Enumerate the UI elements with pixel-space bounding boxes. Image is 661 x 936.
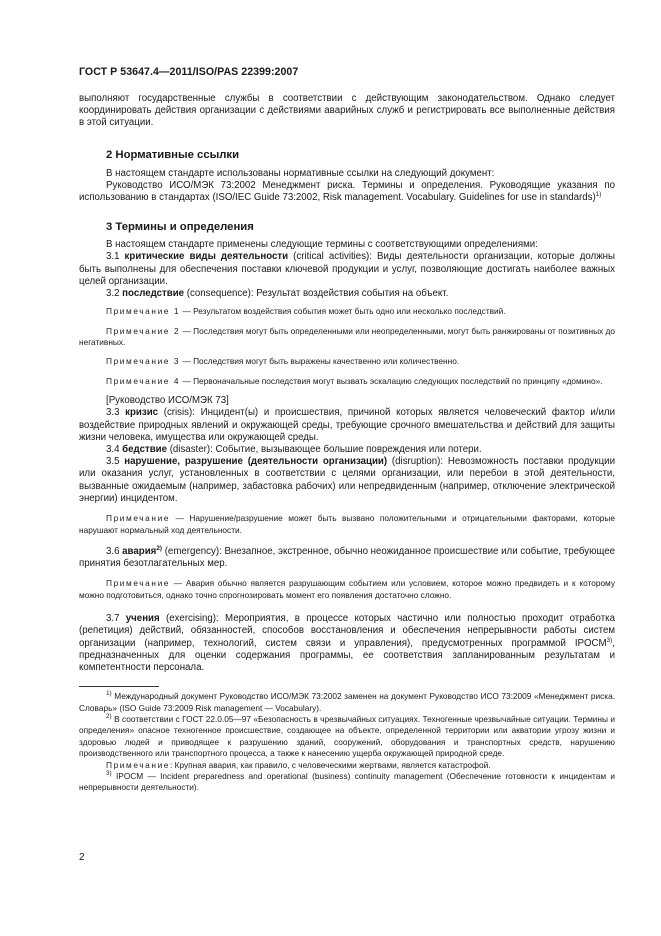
footnotes: [79, 691, 615, 794]
section-3-heading: 3 Термины и определения: [106, 221, 254, 234]
section-2-heading: 2 Нормативные ссылки: [106, 148, 240, 161]
page-content: [79, 93, 615, 794]
note-3-2-1: Примечание 1 — Результатом воздействия события может быть одно или несколько последствий.: [106, 306, 506, 317]
term-3-7: 3.7 учения (exercising): Мероприятия, в процессе которых частично или полностью проходит отработка (репетиция) действий, обязанностей, способов восстановления и обеспечения непрерывности работы систем организации (например, технологий, систем связи и управления), предусмотренных программой IPOCM$^{3)}$, предназначенных для оценки содержания программы, ее соответствия запланированным результатам и компетентности персонала.: [79, 613, 615, 673]
page-number: 2: [79, 852, 85, 863]
section-2-p1: В настоящем стандарте использованы нормативные ссылки на следующий документ:: [106, 167, 495, 179]
reference-guide-73: [Руководство ИСО/МЭК 73]: [106, 395, 229, 407]
term-3-1-title: критические виды деятельности: [124, 251, 289, 263]
footnote-3: $^{3)}$ IPOCM — Incident preparedness and operational (business) continuity management (Обеспечение готовности к инцидентам и непрерывности деятельности).: [79, 769, 615, 793]
term-3-2-title: последствие: [122, 288, 185, 300]
term-3-4-title: бедствие: [122, 444, 167, 456]
term-3-2: 3.2 последствие (consequence): Результат воздействия события на объект.: [106, 288, 449, 300]
term-3-3: 3.3 кризис (crisis): Инцидент(ы) и происшествия, причиной которых является человеческий фактор и/или воздействие природных явлений и окружающей среды, требующие срочного вмешательства и действий для защиты жизни человека, имущества или окружающей среды.: [79, 407, 615, 443]
footnote-ref-1: 1): [595, 191, 602, 199]
note-3-2-2: Примечание 2 — Последствия могут быть определенными или неопределенными, могут быть ранжированы от позитивных до негативных.: [79, 325, 615, 348]
note-3-5: Примечание — Нарушение/разрушение может быть вызвано положительными и отрицательными факторами, которые нарушают нормальный ход деятельности.: [79, 513, 615, 535]
footnote-ref-3: 3): [606, 636, 613, 644]
note-3-2-3: Примечание 3 — Последствия могут быть выражены качественно или количественно.: [106, 356, 460, 367]
intro-paragraph: выполняют государственные службы в соответствии с действующим законодательством. Однако следует координировать действия организации с действиями аварийных служб и регистрировать все выполненные действия в этой ситуации.: [79, 93, 615, 129]
footnote-1: $^{1)}$ Международный документ Руководство ИСО/МЭК 73:2002 заменен на документ Руководство ИСО 73:2009 «Менеджмент риска. Словарь» (ISO Guide 73:2009 Risk management — Vocabulary).: [79, 690, 615, 713]
term-3-5-title: нарушение, разрушение (деятельности организации): [124, 456, 388, 468]
term-3-4: 3.4 бедствие (disaster): Событие, вызывающее большие повреждения или потери.: [106, 444, 482, 456]
section-3-intro: В настоящем стандарте применены следующие термины с соответствующими определениями:: [106, 239, 538, 251]
footnote-2: $^{2)}$ В соответствии с ГОСТ 22.0.05—97 «Безопасность в чрезвычайных ситуациях. Техногенные чрезвычайные ситуации. Термины и определения» опасное техногенное происшествие, создающее на объекте, определенной территории или акватории угрозу жизни и здоровью людей и приводящее к разрушению зданий, сооружений, оборудования и транспортных средств, нарушению производственного или транспортного процесса, а также к нанесению ущерба окружающей природной среде.: [79, 712, 615, 759]
footnote-2-note: Примечание: Крупная авария, как правило, с человеческими жертвами, является катастрофой.: [106, 759, 491, 770]
term-3-3-title: кризис: [125, 407, 159, 419]
term-3-6-title: авария: [122, 545, 157, 557]
note-3-6: Примечание — Авария обычно является разрушающим событием или условием, которое можно предвидеть и к которому можно подготовиться, однако точно спрогнозировать момент его появления достаточно сложно.: [79, 578, 615, 600]
section-2-p2: Руководство ИСО/МЭК 73:2002 Менеджмент риска. Термины и определения. Руководящие указания по использованию в стандартах (ISO/IEC Guide 73:2002, Risk management. Vocabulary. Guidelines for use in standards)$^{1)}$: [79, 179, 615, 204]
term-3-5: 3.5 нарушение, разрушение (деятельности организации) (disruption): Невозможность поставки продукции или оказания услуг, установленных в соответствии с целями организации, или перебои в этой деятельности, вызванные ожидаемым (например, забастовка рабочих) или непредвиденным (например, отключение электрической энергии) инцидентом.: [79, 456, 615, 504]
term-3-1: 3.1 критические виды деятельности (critical activities): Виды деятельности организации, которые должны быть выполнены для обеспечения поставки ключевой продукции и услуг, позволяющие достигать наиболее важных целей организации.: [79, 251, 615, 287]
footnote-ref-2: 2): [156, 544, 162, 552]
document-header: ГОСТ Р 53647.4—2011/ISO/PAS 22399:2007: [79, 66, 299, 78]
note-3-2-4: Примечание 4 — Первоначальные последствия могут вызвать эскалацию следующих последствий по принципу «домино».: [106, 375, 603, 386]
term-3-6: 3.6 авария$^{2)}$ (emergency): Внезапное, экстренное, обычно неожиданное происшествие или событие, требующее принятия безотлагательных мер.: [79, 544, 615, 570]
term-3-7-title: учения: [125, 613, 160, 625]
